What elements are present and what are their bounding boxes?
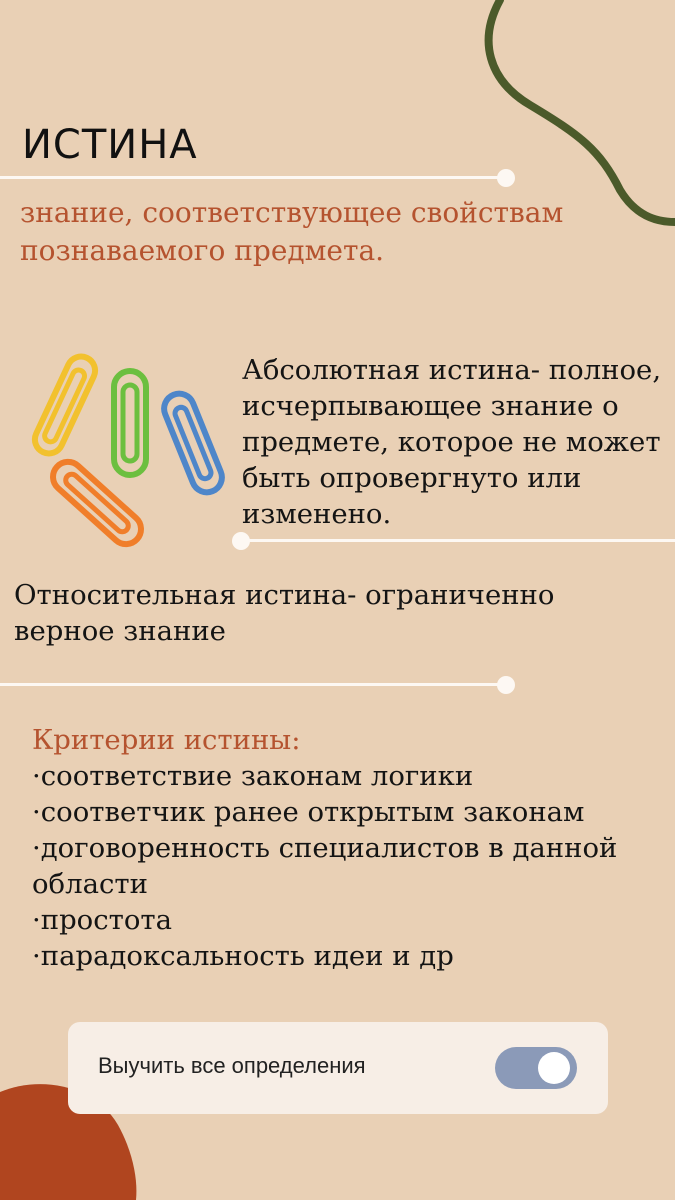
divider-2	[240, 539, 675, 542]
relative-truth-text: Относительная истина- ограниченно верное знание	[14, 579, 555, 647]
list-item: ·соответствие законам логики	[32, 760, 474, 792]
paperclip-blue-icon	[160, 389, 227, 497]
divider-1	[0, 176, 505, 179]
paperclips-illustration	[15, 345, 245, 560]
divider-dot-1	[497, 169, 515, 187]
learn-definitions-card	[68, 1022, 608, 1114]
paperclip-yellow-icon	[30, 352, 99, 458]
paperclip-orange-icon	[47, 456, 147, 551]
absolute-truth-text: Абсолютная истина- полное, исчерпывающее знание о предмете, которое не может быть опровергнуто или изменено.	[242, 354, 662, 530]
divider-3	[0, 683, 505, 686]
list-item: ·договоренность специалистов в данной области	[32, 832, 618, 900]
criteria-list	[32, 758, 652, 974]
divider-dot-3	[497, 676, 515, 694]
divider-dot-2	[232, 532, 250, 550]
list-item: ·простота	[32, 904, 173, 936]
criteria-title: Критерии истины:	[32, 724, 301, 756]
learn-definitions-label: Выучить все определения	[98, 1053, 366, 1078]
truth-definition: знание, соответствующее свойствам познаваемого предмета.	[20, 196, 564, 267]
toggle-knob	[538, 1052, 570, 1084]
list-item: ·парадоксальность идеи и др	[32, 940, 454, 972]
page-title: ИСТИНА	[22, 122, 198, 168]
list-item: ·соответчик ранее открытым законам	[32, 796, 585, 828]
learn-definitions-toggle[interactable]	[495, 1047, 577, 1089]
paperclip-green-icon	[114, 371, 146, 475]
